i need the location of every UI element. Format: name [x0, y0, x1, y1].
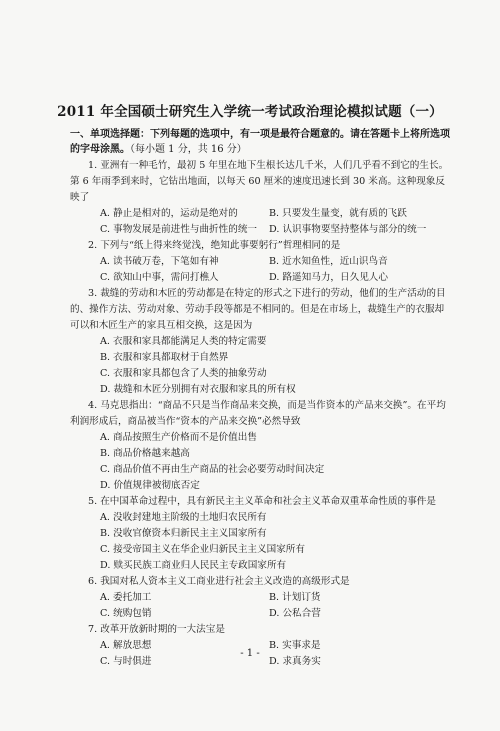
option-c: C. 事物发展是前进性与曲折性的统一	[100, 224, 258, 235]
option-d: D. 价值规律被彻底否定	[100, 480, 200, 491]
question-stem: 1. 亚洲有一种毛竹，最初 5 年里在地下生根长达几千米，人们几乎看不到它的生长。第 6 年雨季到来时，它钻出地面，以每天 60 厘米的速度迅速长到 30 米高。这种现象反映了	[70, 160, 449, 203]
options	[70, 590, 452, 622]
option-d: D. 裁缝和木匠分别拥有对衣服和家具的所有权	[100, 384, 296, 395]
question-stem: 4. 马克思指出：“商品不只是当作商品来交换，而是当作资本的产品来交换”。在平均利润形成后，商品被当作“资本的产品来交换”必然导致	[70, 400, 446, 427]
option-a: A. 解放思想	[100, 640, 152, 651]
option-b: B. 计划订货	[269, 592, 321, 603]
option-c: C. 衣服和家具都包含了人类的抽象劳动	[100, 368, 267, 379]
section-heading-text: 一、单项选择题：下列每题的选项中，有一项是最符合题意的。请在答题卡上将所选项的字母涂黑。	[70, 129, 450, 155]
question-2	[70, 238, 452, 286]
option-b: B. 衣服和家具都取材于自然界	[100, 352, 229, 363]
questions-list	[70, 158, 452, 670]
options	[70, 510, 452, 574]
question-4	[70, 398, 452, 494]
option-d: D. 赎买民族工商业归人民民主专政国家所有	[100, 560, 287, 571]
option-c: C. 与时俱进	[100, 656, 152, 667]
options	[70, 430, 452, 494]
option-b: B. 实事求是	[269, 640, 321, 651]
question-7	[70, 622, 452, 670]
option-a: A. 衣服和家具都能满足人类的特定需要	[100, 336, 267, 347]
options	[70, 334, 452, 398]
question-6	[70, 574, 452, 622]
option-a: A. 静止是相对的，运动是绝对的	[100, 208, 238, 219]
option-d: D. 路遥知马力，日久见人心	[269, 272, 388, 283]
question-stem: 6. 我国对私人资本主义工商业进行社会主义改造的高级形式是	[88, 576, 350, 587]
question-stem: 3. 裁缝的劳动和木匠的劳动都是在特定的形式之下进行的劳动，他们的生产活动的目的、操作方法、劳动对象、劳动手段等都是不相同的。但是在市场上，裁缝生产的衣服却可以和木匠生产的家具互相交换，这是因为	[70, 288, 446, 331]
option-b: B. 没收官僚资本归新民主主义国家所有	[100, 528, 267, 539]
option-d: D. 求真务实	[269, 656, 321, 667]
option-b: B. 近水知鱼性，近山识鸟音	[269, 256, 388, 267]
option-d: D. 公私合营	[269, 608, 321, 619]
options	[70, 206, 452, 238]
question-1	[70, 158, 452, 238]
option-d: D. 认识事物要坚持整体与部分的统一	[269, 224, 427, 235]
option-c: C. 统购包销	[100, 608, 152, 619]
option-a: A. 没收封建地主阶级的土地归农民所有	[100, 512, 267, 523]
option-a: A. 商品按照生产价格而不是价值出售	[100, 432, 257, 443]
question-3	[70, 286, 452, 398]
exam-title: 2011 年全国硕士研究生入学统一考试政治理论模拟试题（一）	[57, 104, 443, 120]
question-5	[70, 494, 452, 574]
question-stem: 2. 下列与“纸上得来终觉浅，绝知此事要躬行”哲理相同的是	[88, 240, 341, 251]
option-a: A. 委托加工	[100, 592, 152, 603]
section-heading	[70, 127, 450, 157]
page-number: - 1 -	[240, 648, 260, 659]
option-c: C. 商品价值不再由生产商品的社会必要劳动时间决定	[100, 464, 325, 475]
option-b: B. 只要发生量变，就有质的飞跃	[269, 208, 407, 219]
options	[70, 254, 452, 286]
option-a: A. 读书破万卷，下笔如有神	[100, 256, 219, 267]
question-stem: 7. 改革开放新时期的一大法宝是	[88, 624, 225, 635]
option-b: B. 商品价格越来越高	[100, 448, 190, 459]
section-note: （每小题 1 分，共 16 分）	[130, 144, 247, 155]
option-c: C. 接受帝国主义在华企业归新民主主义国家所有	[100, 544, 305, 555]
question-stem: 5. 在中国革命过程中，具有新民主主义革命和社会主义革命双重革命性质的事件是	[88, 496, 436, 507]
option-c: C. 欲知山中事，需问打樵人	[100, 272, 219, 283]
